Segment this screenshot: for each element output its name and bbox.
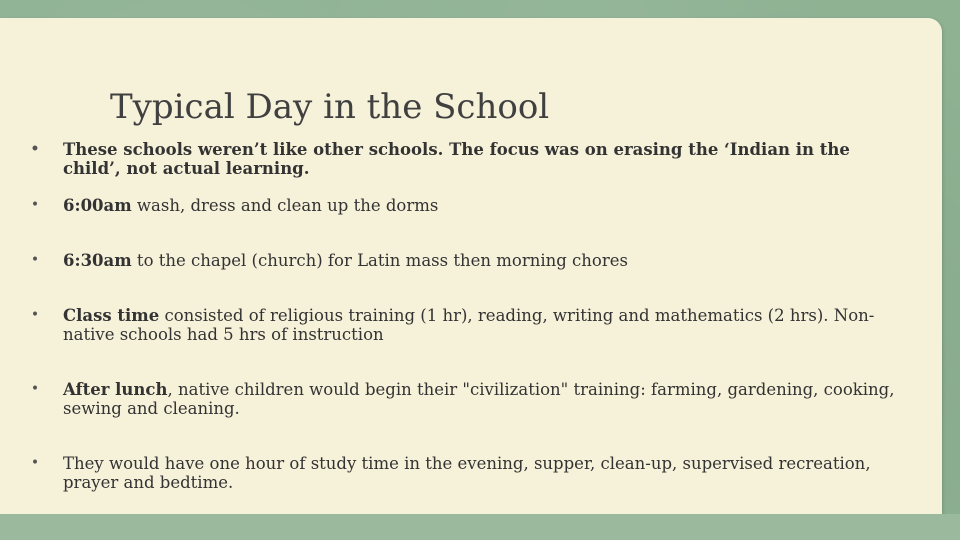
bullet-item-chapel <box>28 251 908 270</box>
bullet-item-after-lunch <box>28 380 908 418</box>
bullet-item-intro <box>28 140 908 178</box>
bullet-text: , native children would begin their "civilization" training: farming, gardening, cooking, sewing and cleaning. <box>63 380 895 418</box>
bullet-marker: • <box>30 141 40 157</box>
bullet-lead: Class time <box>63 306 160 325</box>
bullet-marker: • <box>30 252 40 268</box>
bullet-text: consisted of religious training (1 hr), reading, writing and mathematics (2 hrs). Non-native schools had 5 hrs of instruction <box>63 306 875 344</box>
bullet-marker: • <box>30 197 40 213</box>
bullet-text: wash, dress and clean up the dorms <box>131 196 439 215</box>
background-strip <box>0 514 960 540</box>
slide-title: Typical Day in the School <box>110 87 550 127</box>
bullet-marker: • <box>30 307 40 323</box>
bullet-lead: 6:00am <box>63 196 132 215</box>
bullet-lead: After lunch <box>63 380 168 399</box>
bullet-item-wake <box>28 196 908 215</box>
bullet-lead: 6:30am <box>63 251 132 270</box>
bullet-marker: • <box>30 381 40 397</box>
bullet-item-class-time <box>28 306 908 344</box>
bullet-text: These schools weren’t like other schools. The focus was on erasing the ‘Indian in the child’, not actual learning. <box>63 140 850 178</box>
bullet-text: They would have one hour of study time in the evening, supper, clean-up, supervised recreation, prayer and bedtime. <box>63 454 871 492</box>
bullet-item-evening <box>28 454 908 492</box>
bullet-marker: • <box>30 455 40 471</box>
bullet-text: to the chapel (church) for Latin mass then morning chores <box>131 251 628 270</box>
